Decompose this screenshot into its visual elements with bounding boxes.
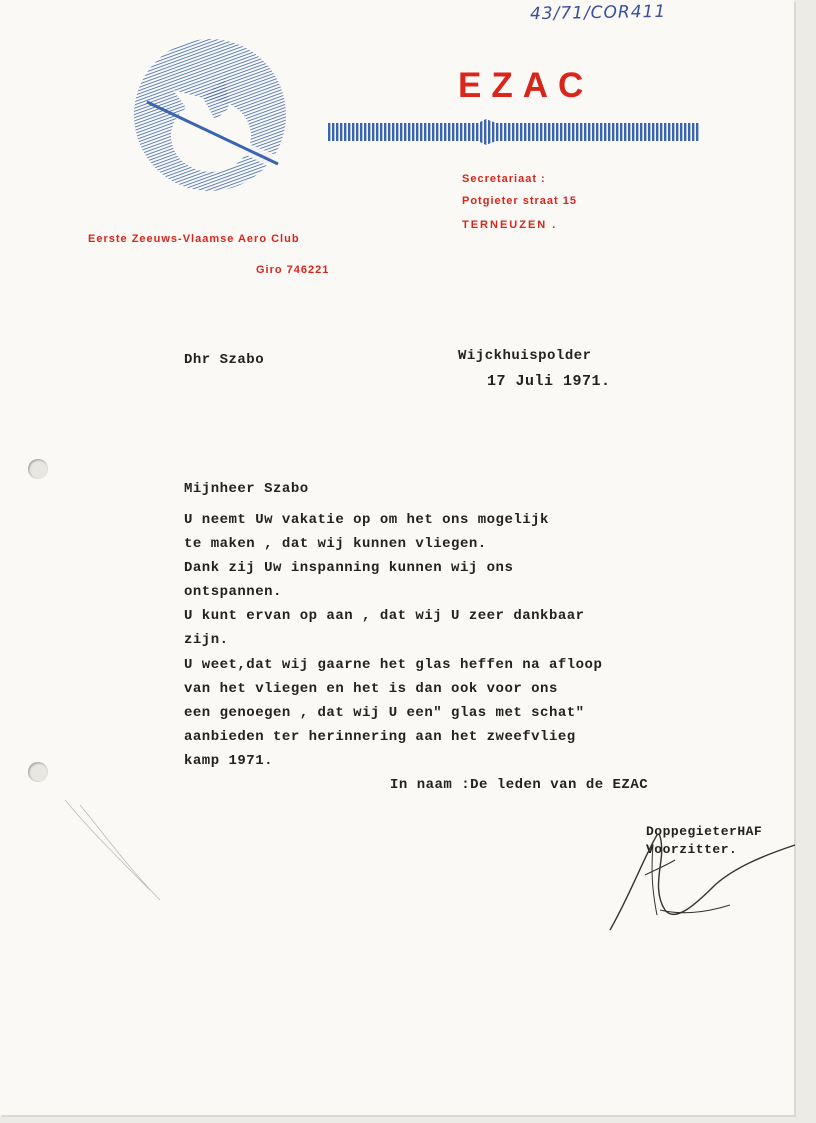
body-line: een genoegen , dat wij U een" glas met schat" — [184, 705, 585, 721]
closing-line: In naam :De leden van de EZAC — [390, 777, 649, 793]
giro-number: Giro 746221 — [256, 264, 330, 276]
body-line: ontspannen. — [184, 584, 282, 600]
secretariat-label: Secretariaat : — [462, 173, 546, 185]
signer-name: DoppegieterHAF — [646, 824, 763, 839]
salutation: Mijnheer Szabo — [184, 481, 309, 497]
body-line: aanbieden ter herinnering aan het zweefvlieg — [184, 729, 576, 745]
body-line: zijn. — [184, 632, 229, 648]
punch-hole — [28, 459, 48, 479]
body-line: te maken , dat wij kunnen vliegen. — [184, 536, 487, 552]
secretariat-city: TERNEUZEN . — [462, 219, 558, 231]
body-line: van het vliegen en het is dan ook voor ons — [184, 681, 558, 697]
club-logo-icon — [133, 38, 288, 193]
letter-place: Wijckhuispolder — [458, 348, 592, 364]
body-line: U weet,dat wij gaarne het glas heffen na afloop — [184, 657, 603, 673]
signer-title: Voorzitter. — [646, 842, 738, 857]
body-line: kamp 1971. — [184, 753, 274, 769]
handwritten-signature — [605, 815, 800, 940]
secretariat-address: Potgieter straat 15 — [462, 195, 577, 207]
body-line: U neemt Uw vakatie op om het ons mogelijk — [184, 512, 549, 528]
punch-hole — [28, 762, 48, 782]
brand-bar-decoration — [328, 119, 700, 145]
club-full-name: Eerste Zeeuws-Vlaamse Aero Club — [88, 233, 300, 245]
archive-reference: 43/71/COR411 — [529, 1, 667, 25]
body-line: Dank zij Uw inspanning kunnen wij ons — [184, 560, 514, 576]
brand-title: EZAC — [458, 66, 594, 105]
addressee: Dhr Szabo — [184, 352, 265, 368]
letter-date: 17 Juli 1971. — [487, 373, 611, 390]
pencil-scribble — [60, 790, 180, 910]
body-line: U kunt ervan op aan , dat wij U zeer dankbaar — [184, 608, 585, 624]
